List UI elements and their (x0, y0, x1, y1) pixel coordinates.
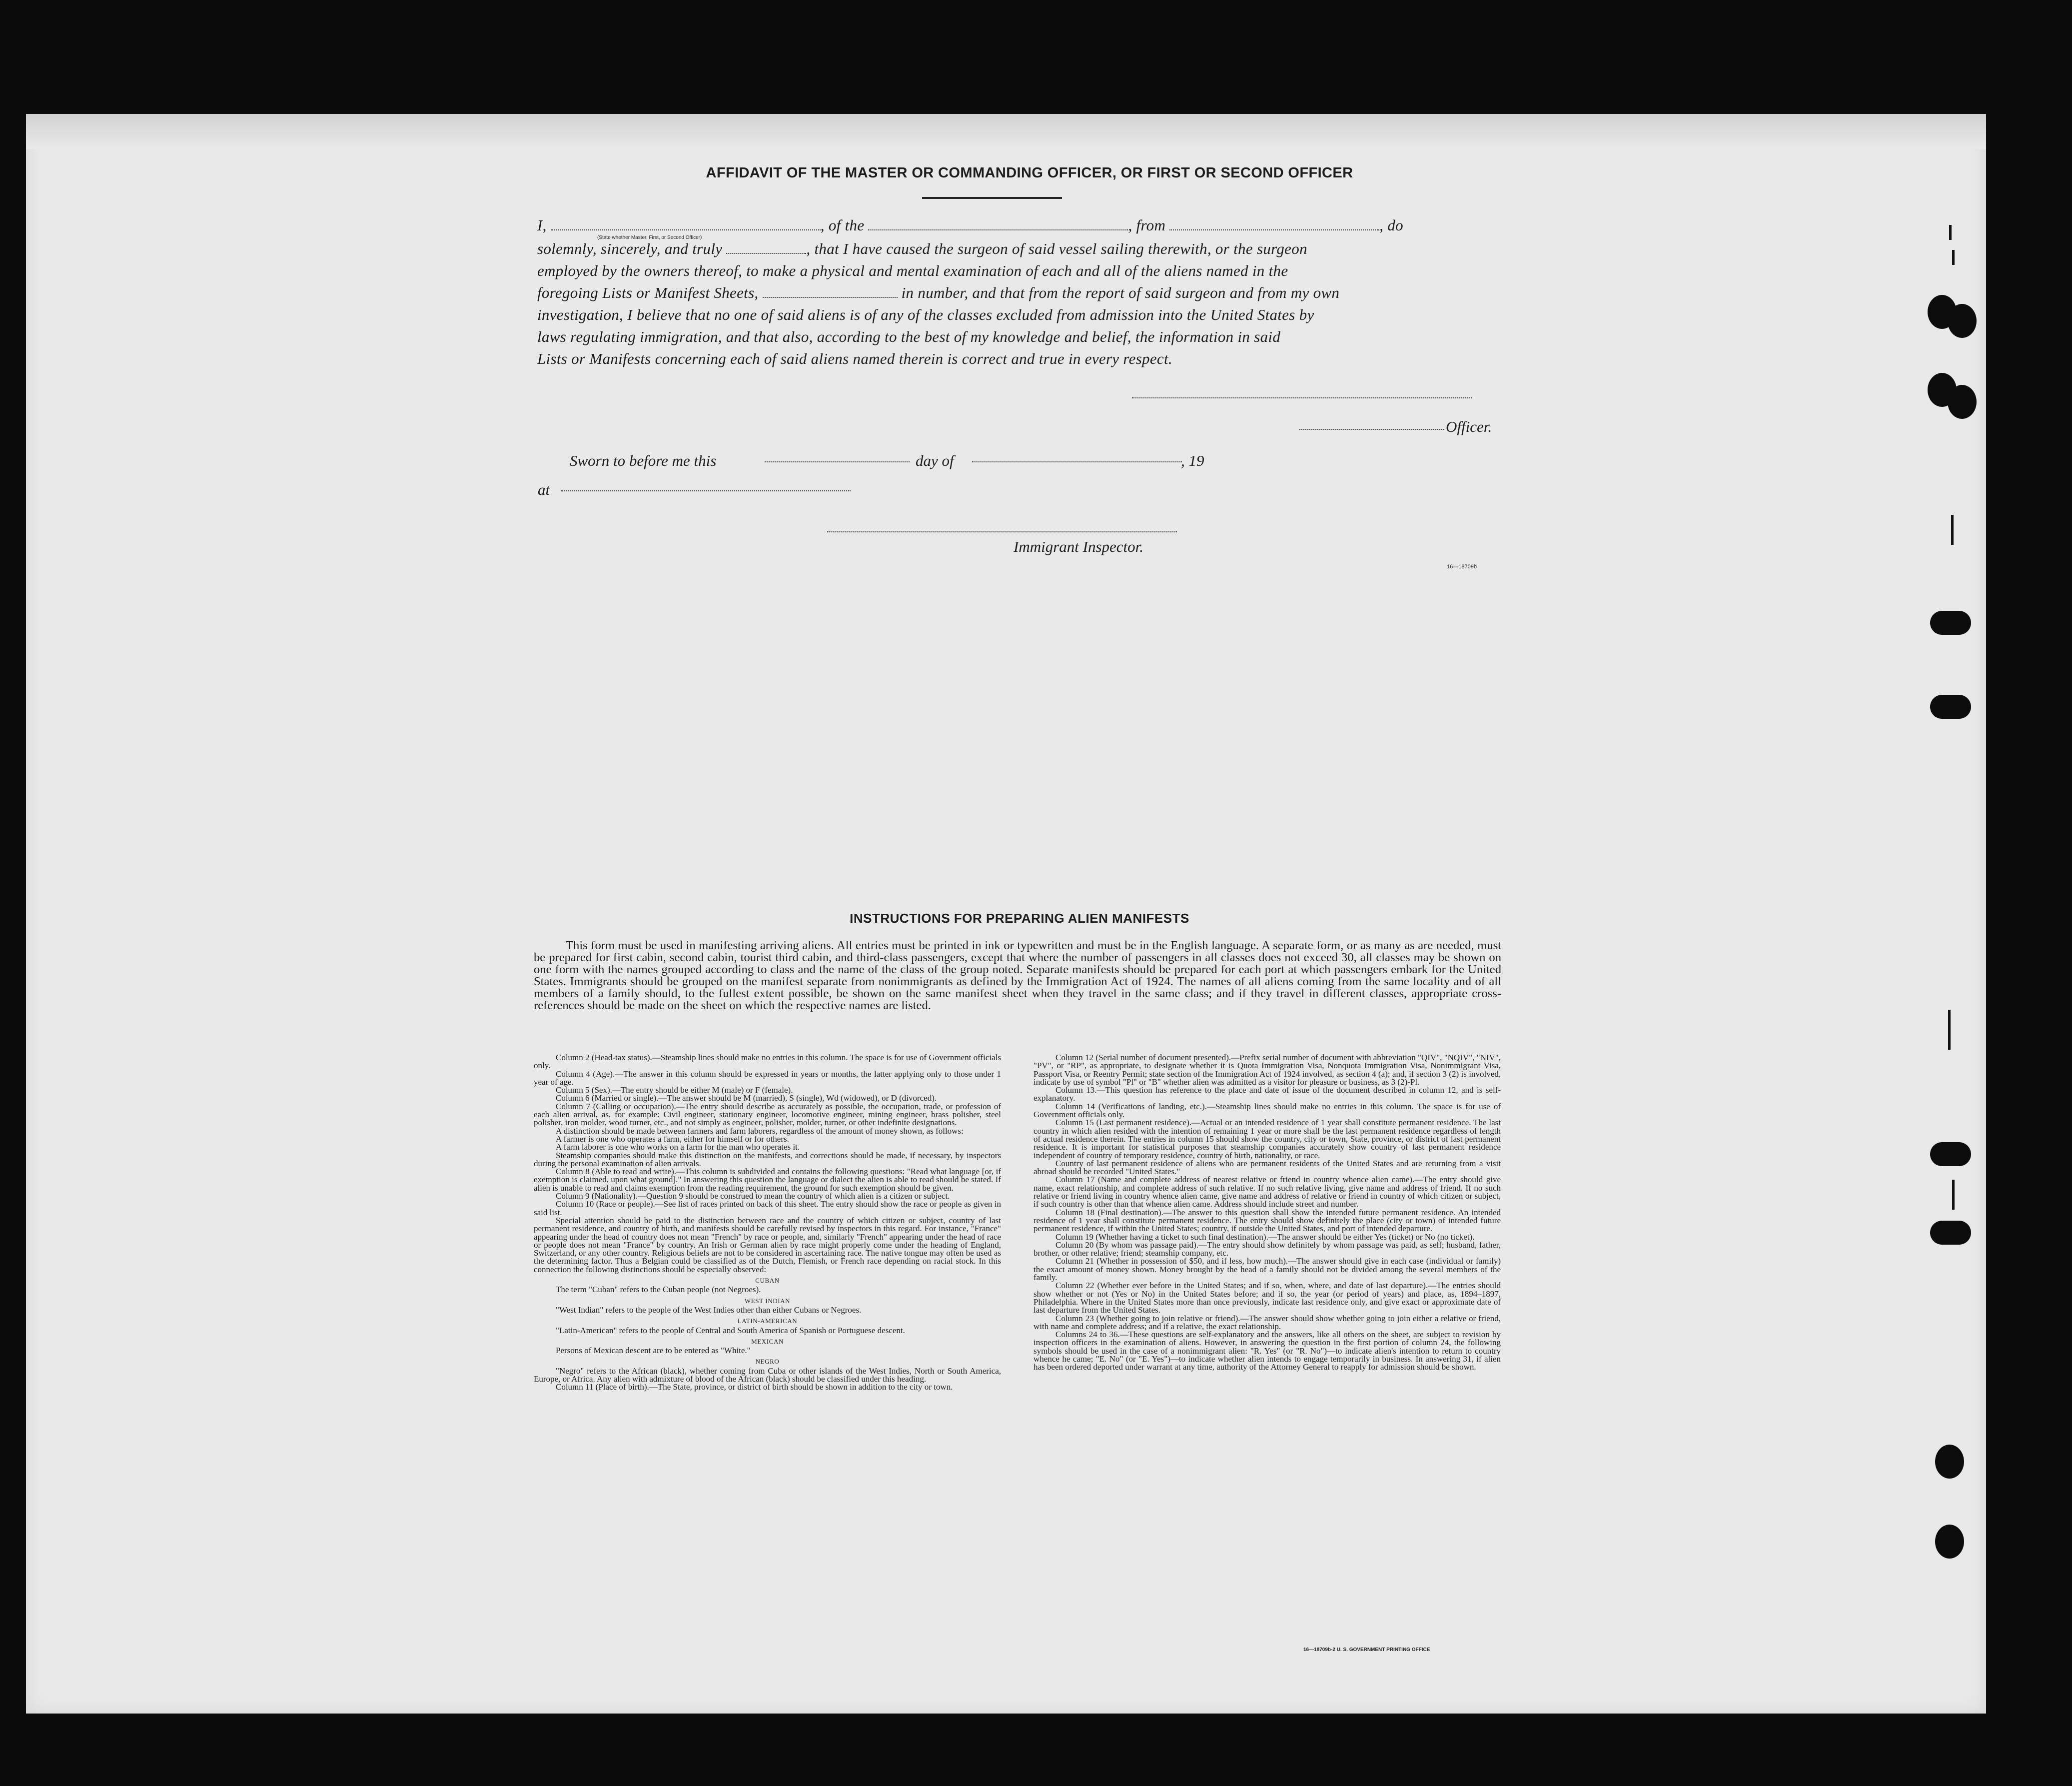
margin-mark (1948, 1010, 1951, 1050)
instruction-paragraph: Column 22 (Whether ever before in the United States; and if so, when, where, and date of last departure).—The entries should show whether or not (Yes or No) in the United States before; and if so, the year (or period of years) and place, as, 1894–1897, Philadelphia. Where in the United States more than once previously, indicate last residence only, and give exact or approximate date of last departure from the United States. (1034, 1281, 1501, 1315)
sworn-text: Sworn to before me this (570, 452, 717, 469)
punch-hole-icon (1935, 1445, 1964, 1479)
alien-count-blank[interactable] (763, 293, 898, 298)
instruction-paragraph: Column 4 (Age).—The answer in this column should be expressed in years or months, the latter applying only to those under 1 year of age. (534, 1069, 1001, 1087)
instruction-paragraph: Column 7 (Calling or occupation).—The entry should describe as accurately as possible, the occupation, trade, or profession of each alien arrival, as, for example: Civil engineer, stationary engineer, locomotive engineer, mining engineer, brass polisher, steel polisher, iron molder, wood turner, etc., and not simply as engineer, polisher, molder, turner, or other indefinite designations. (534, 1101, 1001, 1128)
instruction-paragraph: Column 21 (Whether in possession of $50, and if less, how much).—The answer should give in each case (individual or family) the exact amount of money shown. Money brought by the head of a family should not be divided among the several members of the family. (1034, 1256, 1501, 1283)
instruction-paragraph: Column 5 (Sex).—The entry should be either M (male) or F (female). (556, 1085, 793, 1095)
affidavit-line-5: investigation, I believe that no one of said aliens is of any of the classes excluded from admission into the United States by (537, 306, 1314, 323)
affidavit-line-7: Lists or Manifests concerning each of said aliens named therein is correct and true in every respect. (537, 350, 1172, 367)
text-surgeon: that I have caused the surgeon of said vessel sailing therewith, or the surgeon (814, 240, 1307, 257)
scan-edge-shadow (26, 114, 1986, 149)
mexican-text: Persons of Mexican descent are to be entered as "White." (556, 1346, 751, 1356)
officer-title-line[interactable] (1299, 429, 1444, 430)
port-from-blank[interactable] (1169, 225, 1379, 230)
instruction-paragraph: Columns 24 to 36.—These questions are self-explanatory and the answers, like all others on the sheet, are subject to revision by inspection officers in the examination of aliens. However, in answering the question in the first portion of column 24, the following symbols should be used in the case of a nonimmigrant alien: "R. Yes" (or "R. No")—to indicate alien's intention to return to country whence he came; "E. No" (or "E. Yes")—to indicate whether alien intends to engage temporarily in business. In answering 31, if alien has been ordered deported under warrant at any time, authority of the Attorney General to reapply for admission should be shown. (1034, 1330, 1501, 1372)
vessel-name-blank[interactable] (868, 225, 1128, 230)
text-of-the: , of the (820, 216, 865, 234)
instruction-paragraph: Column 6 (Married or single).—The answer should be M (married), S (single), Wd (widowed), or D (divorced). (556, 1093, 937, 1103)
instruction-paragraph: Column 19 (Whether having a ticket to such final destination).—The answer should be either Yes (ticket) or No (no ticket). (1055, 1232, 1475, 1242)
margin-mark (1951, 515, 1954, 545)
negro-text: "Negro" refers to the African (black), whether coming from Cuba or other islands of the West Indies, North or South America, Europe, or Africa. Any alien with admixture of blood of the African (black) should be classified under this heading. (534, 1366, 1001, 1384)
sworn-month-blank[interactable] (972, 461, 1182, 462)
margin-mark (1952, 250, 1955, 265)
negro-heading: NEGRO (755, 1358, 780, 1366)
affidavit-line-3: employed by the owners thereof, to make a physical and mental examination of each and all of the aliens named in the (537, 262, 1288, 279)
instruction-paragraph: Special attention should be paid to the distinction between race and the country of which citizen or subject, country of last permanent residence, and country of birth, and manifests should be carefully revised by inspectors in this regard. For instance, "France" appearing under the head of country does not mean "French" by race or people, and, similarly "French" appearing under the head of race or people does not mean "France" by country. An Irish or German alien by race might properly come under the heading of England, Switzerland, or any other country. Religious beliefs are not to be considered in ascertaining race. The native tongue may often be used as the determining factor. Thus a Belgian could be classified as of the Dutch, Flemish, or French race depending on racial stock. In this connection the following distinctions should be especially observed: (534, 1215, 1001, 1274)
mexican-heading: MEXICAN (751, 1337, 784, 1345)
inspector-label: Immigrant Inspector. (1014, 538, 1144, 555)
instruction-paragraph: Column 13.—This question has reference to the place and date of issue of the document described in column 12, and is self-explanatory. (1034, 1085, 1501, 1103)
affidavit-line-1 (537, 216, 1502, 234)
column-11-text: Column 11 (Place of birth).—The State, province, or district of birth should be shown in addition to the city or town. (556, 1382, 953, 1392)
officer-label: Officer. (1446, 418, 1492, 435)
instruction-paragraph: Column 14 (Verifications of landing, etc.).—Steamship lines should make no entries in this column. The space is for use of Government officials only. (1034, 1101, 1501, 1120)
margin-mark (1952, 1180, 1955, 1210)
affidavit-line-6: laws regulating immigration, and that also, according to the best of my knowledge and belief, the information in said (537, 328, 1281, 345)
place-blank[interactable] (561, 490, 851, 491)
punch-hole-icon (1935, 1525, 1964, 1559)
title-divider (922, 197, 1062, 199)
text-i: I, (537, 216, 547, 234)
inspector-signature-line[interactable] (827, 531, 1177, 532)
form-number: 16—18709b (1447, 564, 1477, 570)
punch-hole-icon (1948, 304, 1977, 338)
instruction-paragraph: A farm laborer is one who works on a farm for the man who operates it. (556, 1142, 800, 1152)
text-solemnly: solemnly, sincerely, and truly (537, 240, 723, 257)
instruction-paragraph: A distinction should be made between farmers and farm laborers, regardless of the amount of money shown, as follows: (556, 1126, 964, 1136)
instruction-paragraph: Column 23 (Whether going to join relative or friend).—The answer should show whether going to join either a relative or friend, with name and complete address; and if a relative, the exact relationship. (1034, 1313, 1501, 1331)
instructions-left-column (534, 1054, 1001, 1392)
officer-rank-note: (State whether Master, First, or Second Officer) (597, 235, 702, 240)
latin-american-heading: LATIN-AMERICAN (737, 1317, 798, 1325)
cuban-heading: CUBAN (755, 1277, 780, 1285)
affidavit-title: AFFIDAVIT OF THE MASTER OR COMMANDING OFFICER, OR FIRST OR SECOND OFFICER (706, 165, 1353, 181)
instructions-right-column (1034, 1054, 1501, 1372)
officer-name-blank[interactable] (551, 225, 821, 230)
latin-american-text: "Latin-American" refers to the people of Central and South America of Spanish or Portuguese descent. (556, 1325, 905, 1335)
punch-hole-icon (1930, 695, 1971, 719)
instruction-paragraph: Column 9 (Nationality).—Question 9 should be construed to mean the country of which alien is a citizen or subject. (556, 1191, 950, 1201)
affidavit-line-2: solemnly, sincerely, and truly , that I have caused the surgeon of said vessel sailing therewith, or the surgeon (537, 240, 1307, 257)
day-of-text: day of (916, 452, 954, 469)
text-from: , from (1128, 216, 1166, 234)
instructions-title: INSTRUCTIONS FOR PREPARING ALIEN MANIFESTS (850, 911, 1189, 926)
at-label: at (538, 481, 550, 498)
affidavit-line-4 (537, 284, 1502, 302)
margin-mark (1949, 225, 1952, 240)
instruction-paragraph: Column 18 (Final destination).—The answer to this question shall show the intended future permanent residence. An intended residence of 1 year shall constitute permanent residence. The entry should show definitely the place (city or town) of intended future permanent residence, if within the United States; country, if outside the United States, and port of intended departure. (1034, 1207, 1501, 1234)
instruction-paragraph: Column 20 (By whom was passage paid).—The entry should show definitely by whom passage was paid, as self; husband, father, brother, or other relative; friend; steamship company, etc. (1034, 1240, 1501, 1258)
oath-form-blank[interactable] (726, 249, 806, 254)
printer-note: 16—18709b-2 U. S. GOVERNMENT PRINTING OFFICE (1303, 1647, 1430, 1653)
instructions-intro: This form must be used in manifesting arriving aliens. All entries must be printed in ink or typewritten and must be in the English language. A separate form, or as many as are needed, must be prepared for first cabin, second cabin, tourist third cabin, and third-class passengers, except that where the number of passengers in all classes does not exceed 30, all classes may be shown on one form with the names grouped according to class and the name of the class of the group noted. Separate manifests should be prepared for each port at which passengers embark for the United States. Immigrants should be grouped on the manifest separate from nonimmigrants as defined by the Immigration Act of 1924. The names of all aliens coming from the same locality and of all members of a family should, to the fullest extent possible, be shown on the same manifest sheet when they travel in the same class; and if they travel in different classes, appropriate cross-references should be made on the sheet on which the respective names are listed. (534, 939, 1501, 1012)
text-do: , do (1379, 216, 1403, 234)
punch-hole-icon (1948, 385, 1977, 419)
instruction-paragraph: Steamship companies should make this distinction on the manifests, and corrections should be made, if necessary, by inspectors during the personal examination of alien arrivals. (534, 1150, 1001, 1168)
west-indian-heading: WEST INDIAN (744, 1297, 791, 1305)
instruction-paragraph: A farmer is one who operates a farm, either for himself or for others. (556, 1134, 789, 1144)
text-in-number: in number, and that from the report of said surgeon and from my own (901, 284, 1340, 301)
instruction-paragraph: Column 17 (Name and complete address of nearest relative or friend in country whence alien came).—The entry should give name, exact relationship, and complete address of such relative. If no such relative living, give name and address of friend. If no such relative or friend living in country whence alien came, give name and address of relative or friend in country of which citizen or subject, if such country is other than that whence alien came. Address should include street and number. (1034, 1175, 1501, 1209)
west-indian-text: "West Indian" refers to the people of the West Indies other than either Cubans or Negroes. (556, 1305, 862, 1315)
year-text: , 19 (1181, 452, 1204, 469)
punch-hole-icon (1930, 1221, 1971, 1245)
cuban-text: The term "Cuban" refers to the Cuban people (not Negroes). (556, 1285, 761, 1295)
punch-hole-icon (1930, 1142, 1971, 1166)
sworn-day-blank[interactable] (765, 461, 910, 462)
instruction-paragraph: Country of last permanent residence of aliens who are permanent residents of the United States and are returning from a visit abroad should be recorded "United States." (1034, 1158, 1501, 1177)
instruction-paragraph: Column 10 (Race or people).—See list of races printed on back of this sheet. The entry should show the race or people as given in said list. (534, 1199, 1001, 1217)
instruction-paragraph: Column 12 (Serial number of document presented).—Prefix serial number of document with abbreviation "QIV", "NQIV", "NIV", "PV", or "RP", as appropriate, to designate whether it is Quota Immigration Visa, Nonquota Immigration Visa, Nonimmigrant Visa, Passport Visa, or Reentry Permit; state section of the Immigration Act of 1924 involved, as section 4 (a); and, if section 3 (2) is involved, indicate by use of symbol "Pl" or "B" whether alien was admitted as a visitor for pleasure or business, as 3 (2)-Pl. (1034, 1053, 1501, 1087)
instruction-paragraph: Column 2 (Head-tax status).—Steamship lines should make no entries in this column. The space is for use of Government officials only. (534, 1053, 1001, 1071)
punch-hole-icon (1930, 611, 1971, 635)
officer-signature-line[interactable] (1132, 397, 1472, 398)
text-foregoing: foregoing Lists or Manifest Sheets, (537, 284, 759, 301)
instruction-paragraph: Column 8 (Able to read and write).—This column is subdivided and contains the following questions: "Read what language [or, if exemption is claimed, upon what ground]." In answering this question the language or dialect the alien is able to read should be stated. If alien is unable to read and claims exemption from the reading requirement, the ground for such exemption should be given. (534, 1167, 1001, 1193)
instruction-paragraph: Column 15 (Last permanent residence).—Actual or an intended residence of 1 year shall constitute permanent residence. The last country in which alien resided with the intention of remaining 1 year or more shall be the last permanent residence regardless of length of actual residence therein. The entries in column 15 should show the country, city or town, State, province, or district of last permanent residence. It is important for statistical purposes that steamship companies accurately show country of last permanent residence independent of country of temporary residence, country of birth, nationality, or race. (1034, 1118, 1501, 1160)
